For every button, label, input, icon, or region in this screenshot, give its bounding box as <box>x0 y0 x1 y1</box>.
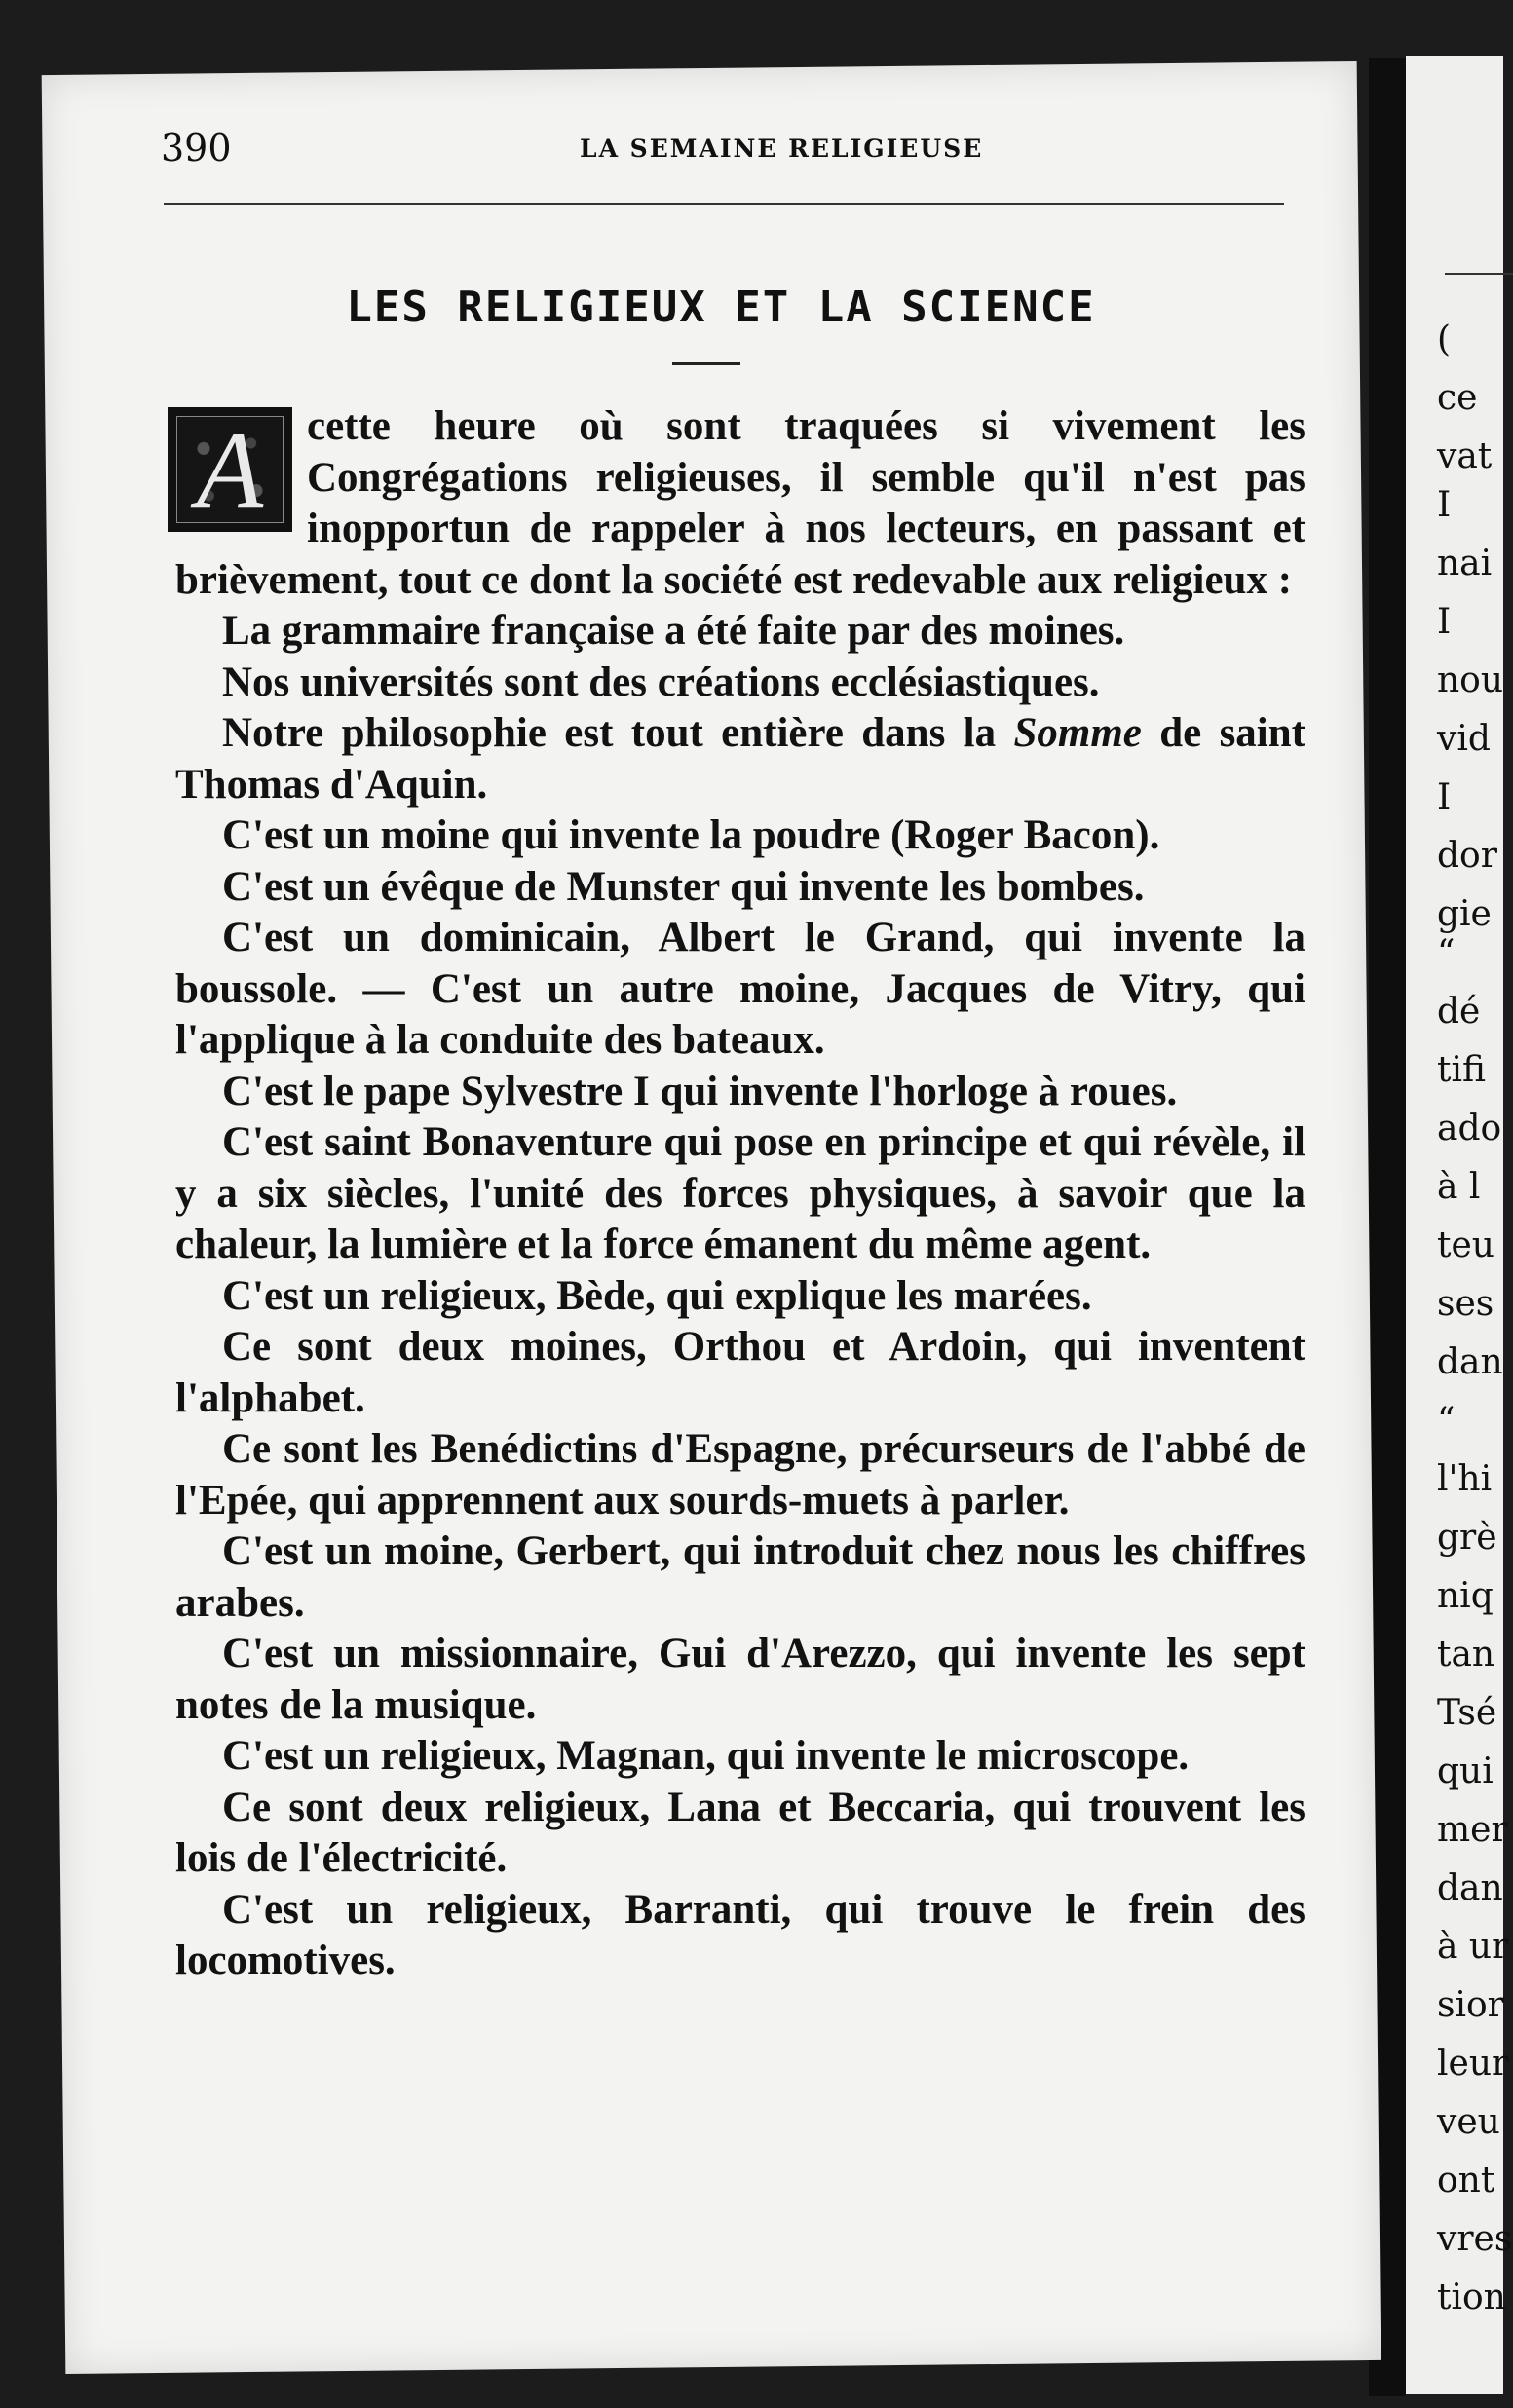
philosophy-italic: Somme <box>1013 710 1142 756</box>
facing-page-line: gie <box>1437 894 1492 934</box>
facing-page-rule <box>1445 273 1513 275</box>
paragraph: La grammaire française a été faite par des moines. <box>222 608 1125 654</box>
article-title: LES RELIGIEUX ET LA SCIENCE <box>346 282 1096 332</box>
paragraph: C'est un moine, Gerbert, qui introduit chez nous les chiffres arabes. <box>175 1528 1305 1626</box>
facing-page-line: I <box>1437 777 1452 817</box>
facing-page-line: vid <box>1437 719 1491 759</box>
title-rule <box>672 362 740 365</box>
paragraph: C'est un moine qui invente la poudre (Roger Bacon). <box>222 812 1160 858</box>
paragraph: C'est un religieux, Magnan, qui invente le microscope. <box>222 1733 1190 1779</box>
facing-page-line: mer <box>1437 1810 1508 1850</box>
facing-page-line: l'hi <box>1437 1459 1493 1499</box>
drop-cap-space <box>175 401 307 547</box>
facing-page-line: “ <box>1437 1401 1456 1441</box>
facing-page-line: “ <box>1437 933 1456 973</box>
facing-page-line: dor <box>1437 836 1497 876</box>
paragraph: Ce sont les Benédictins d'Espagne, précurseurs de l'abbé de l'Epée, qui apprennent aux sourds-muets à parler. <box>175 1426 1305 1524</box>
facing-page-line: sior <box>1437 1985 1504 2025</box>
facing-page-line: niq <box>1437 1576 1494 1616</box>
paragraph: C'est saint Bonaventure qui pose en principe et qui révèle, il y a six siècles, l'unité des forces physiques, à savoir que la chaleur, la lumière et la force émanent du même agent. <box>175 1119 1305 1267</box>
facing-page-line: ado <box>1437 1109 1502 1148</box>
facing-page-line: ont <box>1437 2161 1495 2201</box>
facing-page-line: tion <box>1437 2277 1506 2317</box>
facing-page-line: qui <box>1437 1751 1494 1791</box>
facing-page-line: grè <box>1437 1518 1497 1558</box>
facing-page-line: à ur <box>1437 1927 1509 1967</box>
facing-page-line: dan <box>1437 1342 1503 1382</box>
first-paragraph-text: cette heure où sont traquées si vivement les Congrégations religieuses, il semble qu'il n'est pas inopportun de rappeler à nos lecteurs, en passant et brièvement, tout ce dont la société est redevable aux religieux : <box>175 403 1305 603</box>
paragraph: C'est un dominicain, Albert le Grand, qui invente la boussole. — C'est un autre moine, Jacques de Vitry, qui l'applique à la conduite des bateaux. <box>175 915 1305 1063</box>
facing-page-line: I <box>1437 602 1452 642</box>
page-number: 390 <box>161 127 232 169</box>
article-body <box>175 401 1305 1987</box>
facing-page-line: leur <box>1437 2044 1509 2084</box>
paragraph: C'est un missionnaire, Gui d'Arezzo, qui invente les sept notes de la musique. <box>175 1631 1305 1728</box>
paragraph: Ce sont deux moines, Orthou et Ardoin, qui inventent l'alphabet. <box>175 1324 1305 1421</box>
facing-page-line: ( <box>1437 320 1452 359</box>
paragraph: C'est un religieux, Barranti, qui trouve le frein des locomotives. <box>175 1886 1305 1983</box>
facing-page-line: Tsé <box>1437 1693 1497 1733</box>
philosophy-text-after: de saint Thomas d'Aquin. <box>175 710 1305 808</box>
facing-page-line: teu <box>1437 1225 1494 1265</box>
facing-page-line: nou <box>1437 660 1504 700</box>
facing-page-line: nai <box>1437 544 1493 583</box>
drop-cap-letter: A <box>196 410 264 531</box>
paragraph-philosophy <box>175 708 1305 810</box>
facing-page-line: dé <box>1437 992 1481 1032</box>
philosophy-text-before: Notre philosophie est tout entière dans la <box>222 710 1014 756</box>
facing-page-line: vres <box>1437 2219 1513 2259</box>
facing-page-line: tan <box>1437 1635 1495 1674</box>
paragraph: Nos universités sont des créations ecclésiastiques. <box>222 658 1100 705</box>
facing-page-line: vat <box>1437 436 1493 476</box>
facing-page-line: I <box>1437 485 1452 525</box>
paragraph: Ce sont deux religieux, Lana et Beccaria, qui trouvent les lois de l'électricité. <box>175 1784 1305 1881</box>
facing-page-line: ses <box>1437 1284 1494 1324</box>
header-rule <box>164 203 1284 205</box>
facing-page-line: dan <box>1437 1868 1503 1908</box>
paragraph: C'est un évêque de Munster qui invente les bombes. <box>222 863 1145 910</box>
paragraph: C'est un religieux, Bède, qui explique les marées. <box>222 1272 1092 1319</box>
facing-page-line: ce <box>1437 378 1478 418</box>
facing-page-line: à l <box>1437 1167 1481 1207</box>
facing-page <box>1406 56 1513 2394</box>
facing-page-line: veu <box>1437 2102 1500 2142</box>
paragraph: C'est le pape Sylvestre I qui invente l'horloge à roues. <box>222 1068 1178 1114</box>
facing-page-line: tifi <box>1437 1050 1486 1090</box>
running-title: LA SEMAINE RELIGIEUSE <box>580 134 984 163</box>
page-header <box>161 127 1291 185</box>
first-paragraph <box>175 401 1305 606</box>
